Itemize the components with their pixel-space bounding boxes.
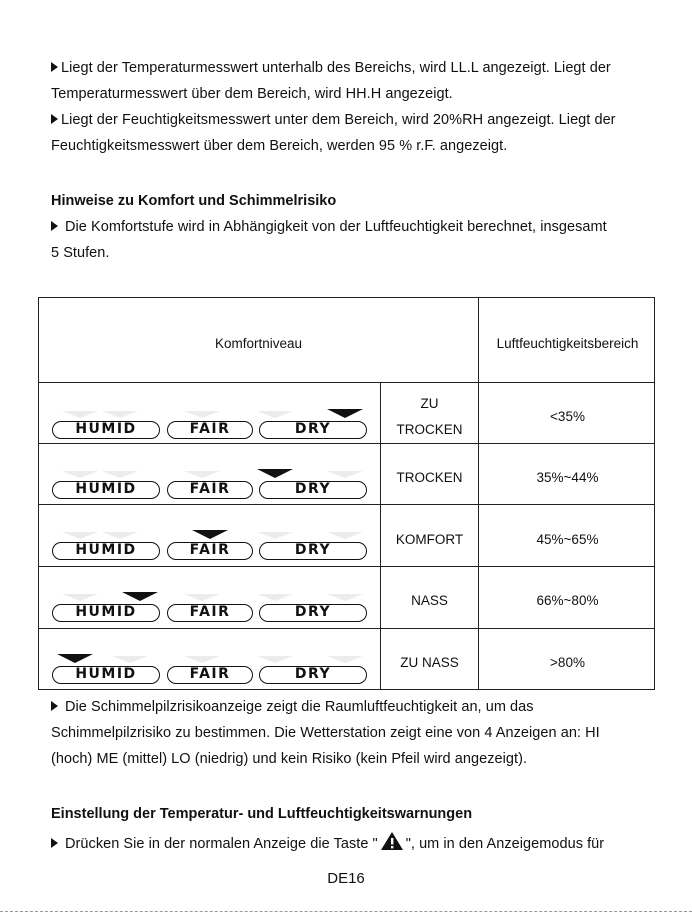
comfort-table	[38, 297, 655, 690]
fair-label: FAIR	[167, 604, 253, 622]
comfort-display-row	[52, 640, 367, 686]
ghost-arrow-icon	[62, 594, 98, 601]
range-line-1: Liegt der Temperaturmesswert unterhalb des Bereichs, wird LL.L angezeigt. Liegt der	[51, 55, 651, 81]
dry-label: DRY	[259, 421, 367, 439]
ghost-arrow-icon	[257, 594, 293, 601]
comfort-line-2: 5 Stufen.	[51, 245, 110, 261]
comfort-marker-icon	[122, 592, 158, 601]
bullet-triangle-icon	[51, 62, 58, 72]
mold-line-1: Die Schimmelpilzrisikoanzeige zeigt die Raumluftfeuchtigkeit an, um das	[51, 694, 651, 720]
humidity-range-value: 45%~65%	[536, 532, 599, 547]
comfort-display-row	[52, 516, 367, 562]
ghost-arrow-icon	[184, 656, 220, 663]
fair-label: FAIR	[167, 666, 253, 684]
ghost-arrow-icon	[184, 411, 220, 418]
mold-line-2: Schimmelpilzrisiko zu bestimmen. Die Wetterstation zeigt eine von 4 Anzeigen an: HI	[51, 725, 600, 741]
ghost-arrow-icon	[184, 471, 220, 478]
ghost-arrow-icon	[327, 471, 363, 478]
comfort-marker-icon	[192, 530, 228, 539]
warning-line-1: Drücken Sie in der normalen Anzeige die Taste " ", um in den Anzeigemodus für	[51, 831, 651, 857]
comfort-display-row	[52, 395, 367, 441]
page-number: DE16	[327, 870, 365, 887]
comfort-marker-icon	[57, 654, 93, 663]
humidity-range-value: >80%	[550, 655, 585, 670]
table-divider	[39, 628, 654, 629]
humid-label: HUMID	[52, 666, 160, 684]
comfort-level-label: TROCKEN	[396, 470, 463, 485]
ghost-arrow-icon	[62, 411, 98, 418]
table-divider	[39, 504, 654, 505]
ghost-arrow-icon	[62, 532, 98, 539]
range-line-3: Liegt der Feuchtigkeitsmesswert unter dem Bereich, wird 20%RH angezeigt. Liegt der	[51, 107, 651, 133]
ghost-arrow-icon	[184, 594, 220, 601]
dry-label: DRY	[259, 481, 367, 499]
ghost-arrow-icon	[257, 656, 293, 663]
header-humidity-range: Luftfeuchtigkeitsbereich	[496, 336, 639, 351]
warning-heading: Einstellung der Temperatur- und Luftfeuchtigkeitswarnungen	[51, 806, 473, 822]
comfort-level-label: ZU	[420, 396, 439, 411]
page-edge	[0, 911, 692, 913]
comfort-level-label: TROCKEN	[396, 422, 463, 437]
ghost-arrow-icon	[257, 411, 293, 418]
bullet-triangle-icon	[51, 221, 58, 231]
humidity-range-value: <35%	[550, 409, 585, 424]
fair-label: FAIR	[167, 542, 253, 560]
comfort-level-label: ZU NASS	[400, 655, 459, 670]
comfort-display-row	[52, 455, 367, 501]
table-divider	[39, 443, 654, 444]
dry-label: DRY	[259, 666, 367, 684]
comfort-display-row	[52, 578, 367, 624]
mold-line-3: (hoch) ME (mittel) LO (niedrig) und kein Risiko (kein Pfeil wird angezeigt).	[51, 751, 528, 767]
comfort-level-label: KOMFORT	[395, 532, 464, 547]
humidity-range-value: 35%~44%	[536, 470, 599, 485]
ghost-arrow-icon	[102, 411, 138, 418]
fair-label: FAIR	[167, 421, 253, 439]
range-line-2: Temperaturmesswert über dem Bereich, wird HH.H angezeigt.	[51, 86, 453, 102]
bullet-triangle-icon	[51, 701, 58, 711]
mold-paragraph	[51, 694, 651, 772]
range-line-4: Feuchtigkeitsmesswert über dem Bereich, werden 95 % r.F. angezeigt.	[51, 138, 508, 154]
bullet-triangle-icon	[51, 838, 58, 848]
humid-label: HUMID	[52, 481, 160, 499]
ghost-arrow-icon	[112, 656, 148, 663]
humid-label: HUMID	[52, 604, 160, 622]
table-divider	[39, 566, 654, 567]
comfort-marker-icon	[327, 409, 363, 418]
comfort-marker-icon	[257, 469, 293, 478]
dry-label: DRY	[259, 542, 367, 560]
header-comfort-level: Komfortniveau	[214, 336, 303, 351]
ghost-arrow-icon	[102, 471, 138, 478]
comfort-level-label: NASS	[411, 593, 448, 608]
ghost-arrow-icon	[62, 471, 98, 478]
ghost-arrow-icon	[257, 532, 293, 539]
comfort-paragraph	[51, 214, 651, 266]
comfort-line-1: Die Komfortstufe wird in Abhängigkeit von der Luftfeuchtigkeit berechnet, insgesamt	[51, 214, 651, 240]
ghost-arrow-icon	[102, 532, 138, 539]
humid-label: HUMID	[52, 542, 160, 560]
ghost-arrow-icon	[327, 656, 363, 663]
table-divider	[39, 382, 654, 383]
warning-triangle-icon	[380, 831, 404, 851]
ghost-arrow-icon	[327, 594, 363, 601]
humidity-range-value: 66%~80%	[536, 593, 599, 608]
ghost-arrow-icon	[327, 532, 363, 539]
bullet-triangle-icon	[51, 114, 58, 124]
warning-paragraph	[51, 831, 651, 857]
humid-label: HUMID	[52, 421, 160, 439]
dry-label: DRY	[259, 604, 367, 622]
fair-label: FAIR	[167, 481, 253, 499]
range-paragraph	[51, 55, 651, 159]
comfort-heading: Hinweise zu Komfort und Schimmelrisiko	[51, 193, 337, 209]
